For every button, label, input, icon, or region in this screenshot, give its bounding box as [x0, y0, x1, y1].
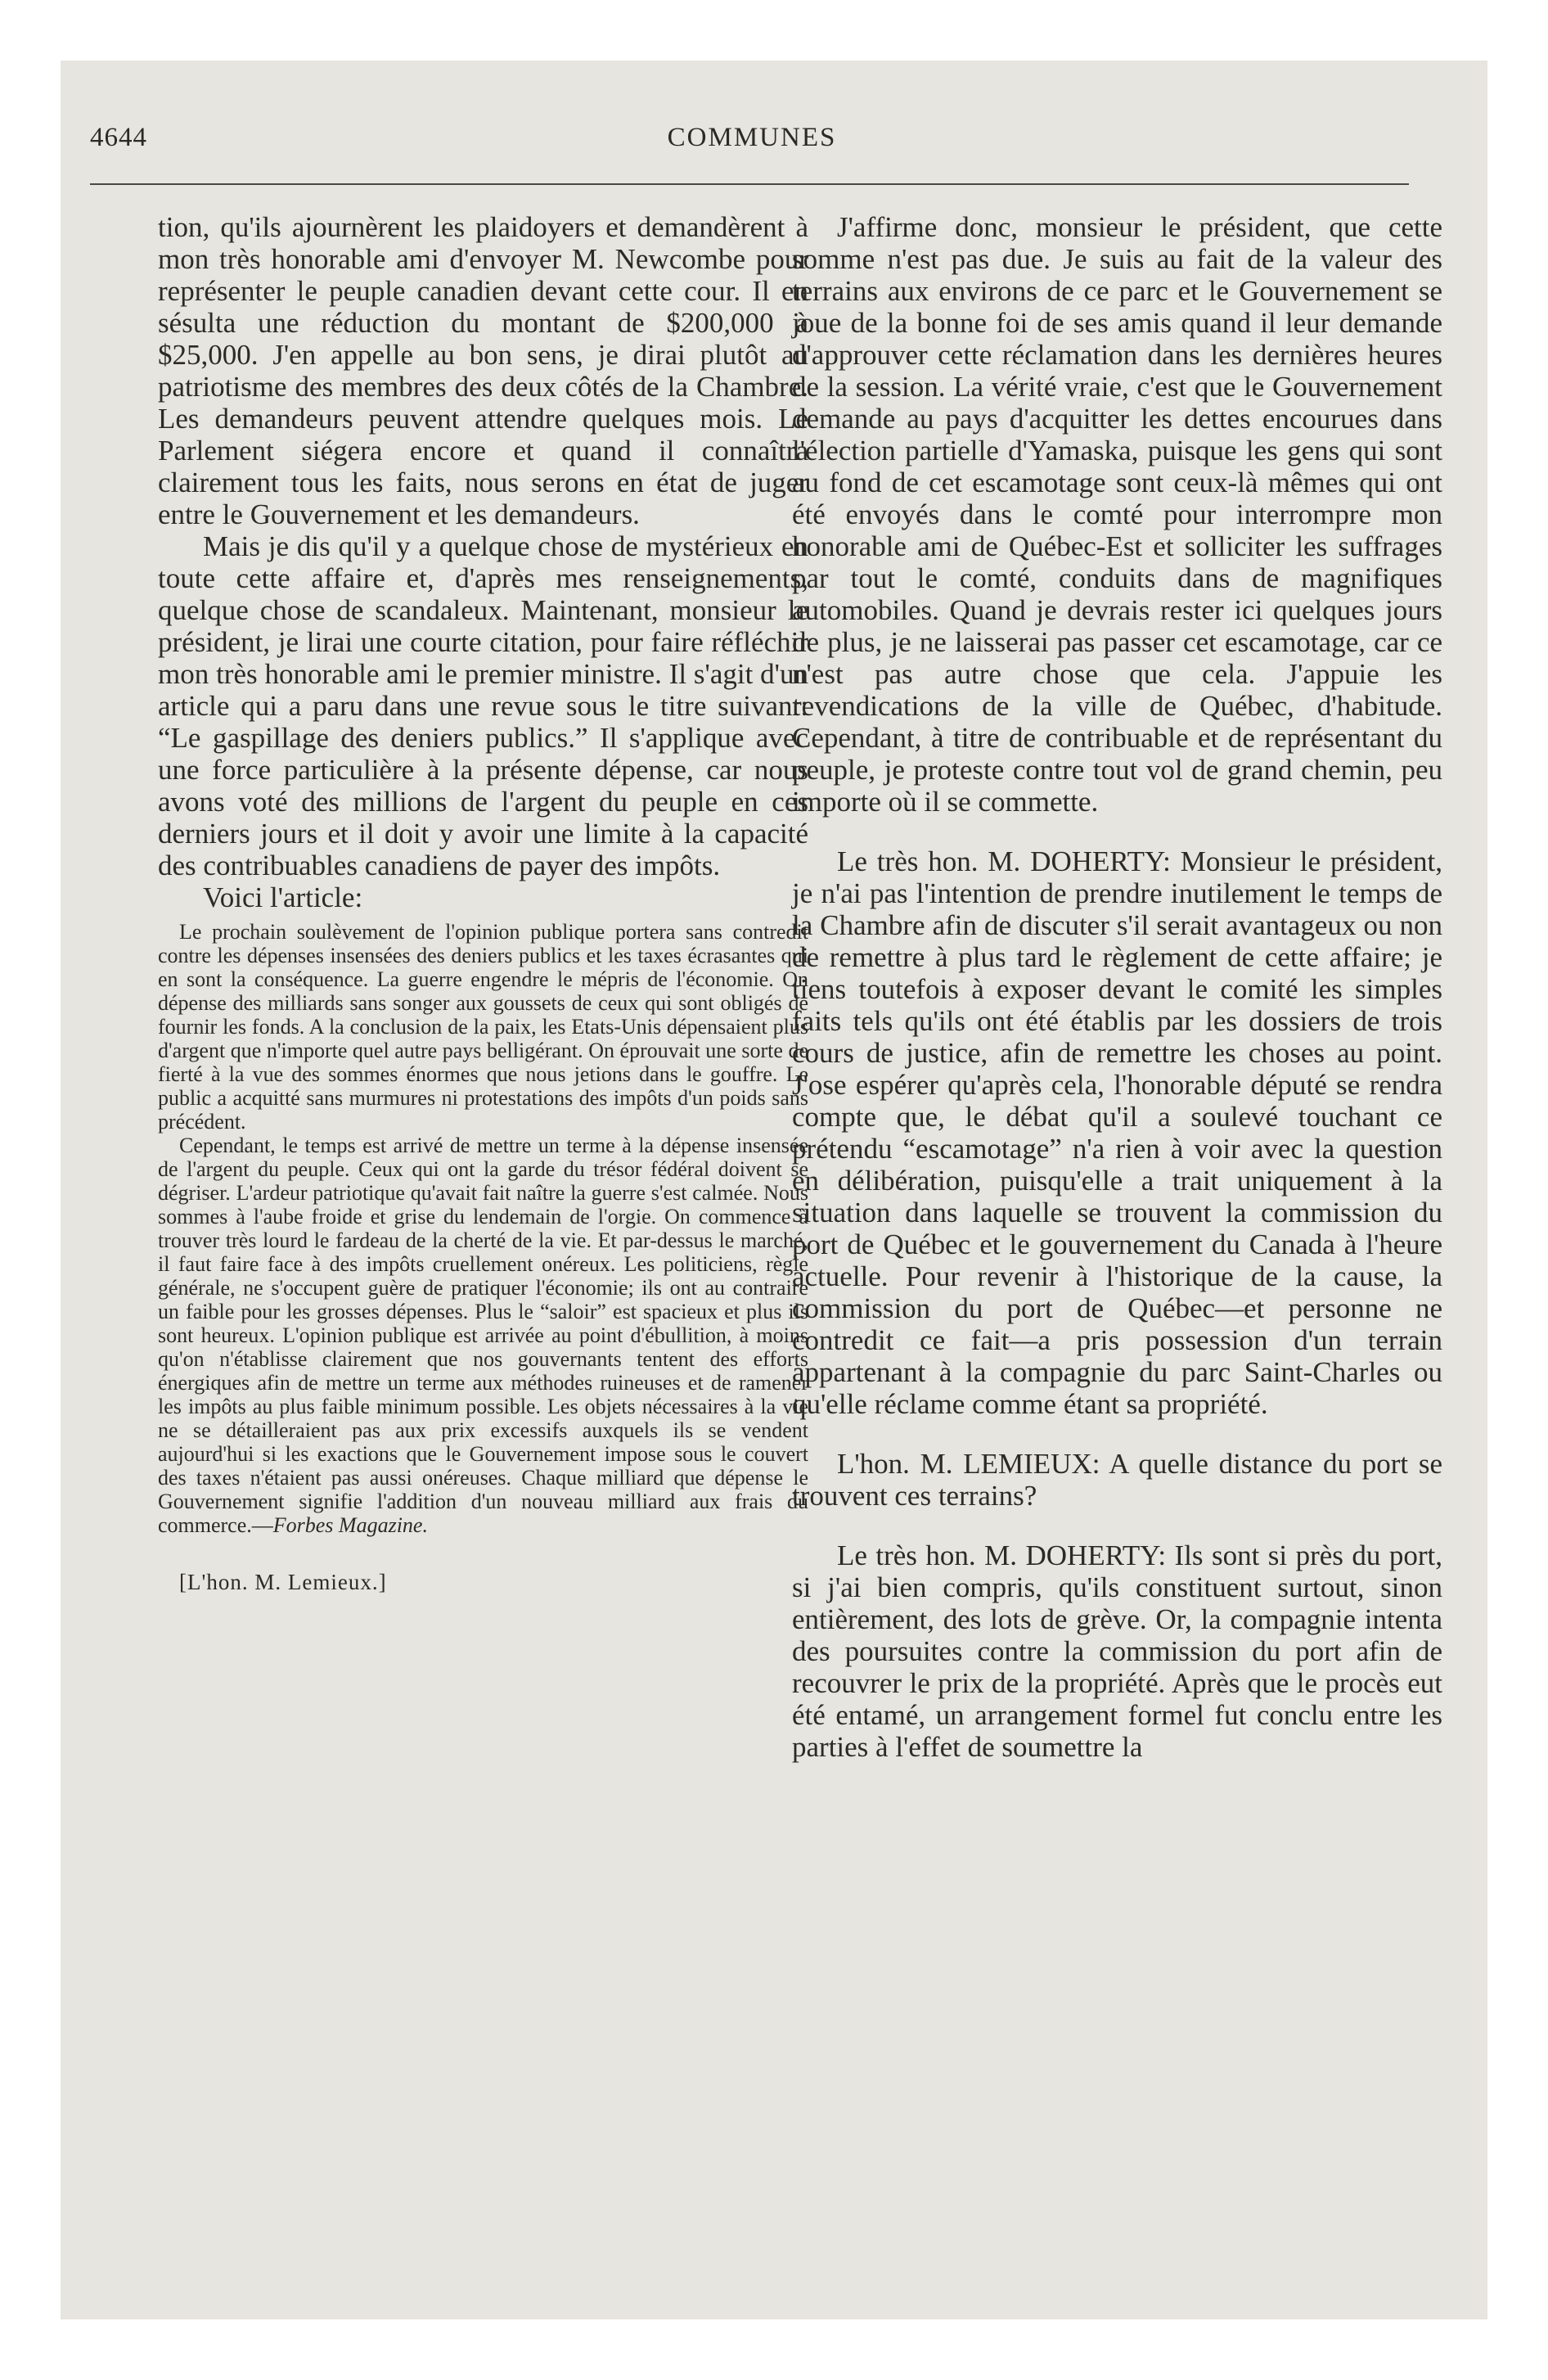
right-paragraph-3: L'hon. M. LEMIEUX: A quelle distance du port se trouvent ces terrains? [792, 1448, 1442, 1512]
left-paragraph-3: Voici l'article: [203, 881, 363, 913]
left-paragraph-1: tion, qu'ils ajournèrent les plaidoyers et demandèrent à mon très honorable ami d'envoyer M. Newcombe pour représenter le peuple canadien devant cette cour. Il en sésulta une réduction du montant de $200,000 à $25,000. J'en appelle au bon sens, je dirai plutôt au patriotisme des membres des deux côtés de la Chambre. Les demandeurs peuvent attendre quelques mois. Le Parlement siégera encore et quand il connaîtra clairement tous les faits, nous serons en état de juger entre le Gouvernement et les demandeurs. [158, 211, 808, 530]
header-rule [90, 183, 1409, 185]
right-paragraph-2: Le très hon. M. DOHERTY: Monsieur le président, je n'ai pas l'intention de prendre inutilement le temps de la Chambre afin de discuter s'il serait avantageux ou non de remettre à plus tard le règlement de cette affaire; je tiens toutefois à exposer devant le comité les simples faits tels qu'ils ont été établis par les dossiers de trois cours de justice, afin de remettre les choses au point. J'ose espérer qu'après cela, l'honorable député se rendra compte que, le débat qu'il a soulevé touchant ce prétendu “escamotage” n'a rien à voir avec la question en délibération, puisqu'elle a trait uniquement à la situation dans laquelle se trouvent la commission du port de Québec et le gouvernement du Canada à l'heure actuelle. Pour revenir à l'historique de la cause, la commission du port de Québec—et personne ne contredit ce fait—a pris possession d'un terrain appartenant à la compagnie du parc Saint-Charles ou qu'elle réclame comme étant sa propriété. [792, 845, 1442, 1420]
quote-source: Forbes Magazine. [272, 1513, 428, 1537]
left-paragraph-2: Mais je dis qu'il y a quelque chose de mystérieux en toute cette affaire et, d'après mes renseignements, quelque chose de scandaleux. Maintenant, monsieur le président, je lirai une courte citation, pour faire réfléchir mon très honorable ami le premier ministre. Il s'agit d'un article qui a paru dans une revue sous le titre suivant: “Le gaspillage des deniers publics.” Il s'applique avec une force particulière à la présente dépense, car nous avons voté des millions de l'argent du peuple en ces derniers jours et il doit y avoir une limite à la capacité des contribuables canadiens de payer des impôts. [158, 530, 808, 881]
right-paragraph-1: J'affirme donc, monsieur le président, que cette somme n'est pas due. Je suis au fait de la valeur des terrains aux environs de ce parc et le Gouvernement se joue de la bonne foi de ses amis quand il leur demande d'approuver cette réclamation dans les dernières heures de la session. La vérité vraie, c'est que le Gouvernement demande au pays d'acquitter les dettes encourues dans l'élection partielle d'Yamaska, puisque les gens qui sont au fond de cet escamotage sont ceux-là mêmes qui ont été envoyés dans le comté pour interrompre mon honorable ami de Québec-Est et solliciter les suffrages par tout le comté, conduits dans de magnifiques automobiles. Quand je devrais rester ici quelques jours de plus, je ne laisserai pas passer cet escamotage, car ce n'est pas autre chose que cela. J'appuie les revendications de la ville de Québec, d'habitude. Cependant, à titre de contribuable et de représentant du peuple, je proteste contre tout vol de grand chemin, peu importe où il se commette. [792, 211, 1442, 818]
speaker-reference: [L'hon. M. Lemieux.] [179, 1570, 387, 1594]
page-header [90, 123, 1414, 162]
quote-paragraph-2-text: Cependant, le temps est arrivé de mettre un terme à la dépense insensée de l'argent du peuple. Ceux qui ont la garde du trésor fédéral doivent se dégriser. L'ardeur patriotique qu'avait fait naître la guerre s'est calmée. Nous sommes à l'aube froide et grise du lendemain de l'orgie. On commence à trouver très lourd le fardeau de la cherté de la vie. Et par-dessus le marché, il faut faire face à des impôts cruellement onéreux. Les politiciens, règle générale, ne s'occupent guère de pratiquer l'économie; ils ont au contraire un faible pour les grosses dépenses. Plus le “saloir” est spacieux et plus ils sont heureux. L'opinion publique est arrivée au point d'ébullition, à moins qu'on n'établisse clairement que nos gouvernants tentent des efforts énergiques afin de mettre un terme aux méthodes ruineuses et de ramener les impôts au plus faible minimum possible. Les objets nécessaires à la vie ne se détailleraient pas aux prix excessifs auxquels ils se vendent aujourd'hui si les exactions que le Gouvernement impose sous le couvert des taxes n'étaient pas aussi onéreuses. Chaque milliard que dépense le Gouvernement signifie l'addition d'un nouveau milliard aux frais du commerce.— [158, 1134, 808, 1537]
quote-paragraph-2 [158, 1134, 808, 1537]
left-column [158, 211, 808, 1598]
right-paragraph-4: Le très hon. M. DOHERTY: Ils sont si près du port, si j'ai bien compris, qu'ils constituent surtout, sinon entièrement, des lots de grève. Or, la compagnie intenta des poursuites contre la commission du port afin de recouvrer le prix de la propriété. Après que le procès eut été entamé, un arrangement formel fut conclu entre les parties à l'effet de soumettre la [792, 1539, 1442, 1763]
running-title: COMMUNES [667, 123, 837, 152]
right-column [792, 211, 1442, 1763]
page-number: 4644 [90, 123, 147, 152]
quote-paragraph-1: Le prochain soulèvement de l'opinion publique portera sans contredit contre les dépenses insensées des deniers publics et les taxes écrasantes qui en sont la conséquence. La guerre engendre le mépris de l'économie. On dépense des milliards sans songer aux goussets de ceux qui sont obligés de fournir les fonds. A la conclusion de la paix, les Etats-Unis dépensaient plus d'argent que n'importe quel autre pays belligérant. On éprouvait une sorte de fierté à la vue des sommes énormes que nous jetions dans le gouffre. Le public a acquitté sans murmures ni protestations des impôts d'un poids sans précédent. [158, 920, 808, 1134]
quoted-article [158, 920, 808, 1537]
